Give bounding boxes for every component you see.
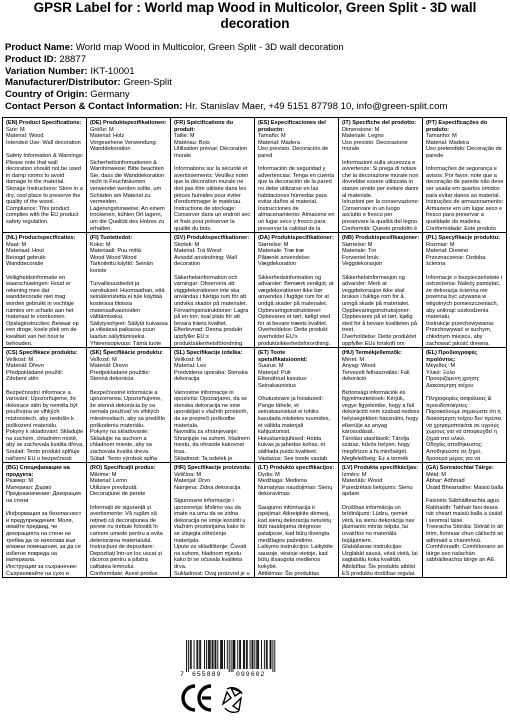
spec-cell-header: (PL) Specyfikacje produktu: bbox=[426, 235, 500, 241]
product-info-row bbox=[5, 66, 505, 78]
spec-cell-line: Úsáid Bheartaithe: Maisiú balla bbox=[426, 484, 504, 491]
barcode-bar bbox=[250, 640, 251, 669]
spec-cell-spacer bbox=[6, 146, 84, 153]
spec-cell-line: Izmērs: M bbox=[342, 471, 367, 478]
spec-cell-line: Información de seguridad y advertencias: Tenga en cuenta que la decoración de la pared no debe utilizarse en las habitaciones húmedas para evitar daños al material. bbox=[258, 166, 335, 206]
spec-cell-line: Glabāšanas instrukcijas: Uzglabāt sausā, vēsā vietā, lai saglabātu koka kvalitāti. bbox=[342, 544, 418, 564]
label-title: GPSR Label for : World map Wood in Multicolor, Green Split - 3D wall decoration bbox=[33, 0, 477, 31]
spec-cell-line: Påtænkt anvendelse: Vægdekoration bbox=[258, 254, 311, 268]
spec-cell-line: Informacje o bezpieczeństwie i ostrzeżenia: Należy pamiętać, że dekoracja ścienna nie powinna być używana w wilgotnych pomieszczeniach, aby uniknąć uszkodzenia materiału. bbox=[426, 274, 503, 321]
barcode-bar bbox=[264, 640, 265, 669]
spec-cell-line: Conformidade: Este produto bbox=[426, 225, 496, 232]
spec-cell-spacer bbox=[258, 498, 336, 505]
barcode-bar bbox=[220, 640, 221, 669]
spec-grid bbox=[3, 118, 507, 578]
spec-cell-line: Uso pretendido: Decoração de parede bbox=[426, 146, 502, 159]
spec-cell-line: Numatytas naudojimas: Sienų dekoravimas bbox=[258, 484, 333, 498]
spec-cell-line: Efterlevnad: Denna produkt uppfyller EU:s produktsäkerhetsförordning. bbox=[174, 327, 244, 347]
spec-cell-line: Navodila za shranjevanje: Shranjujte na suhem, hladnem mestu, da ohranite kakovost lesa. bbox=[174, 429, 250, 455]
spec-cell-header: (ET) Toote spetsifikatsioonid: bbox=[258, 350, 308, 363]
spec-cell-line: Material: Madeira bbox=[426, 139, 470, 146]
spec-cell bbox=[170, 117, 255, 233]
barcode-bars bbox=[178, 640, 282, 672]
barcode-bar bbox=[204, 640, 205, 669]
barcode-bar bbox=[188, 640, 189, 672]
spec-cell-line: Safety Information & Warnings: Please note that wall decoration should not be used in damp rooms to avoid damage to the material. bbox=[6, 152, 84, 186]
spec-cell-line: Ettenähtud kasutus: Seinakaunistus bbox=[258, 376, 308, 389]
spec-cell-line: Opslaginstructies: Bewaar op een droge, koele plek om de kwaliteit van het hout te behouden. bbox=[6, 320, 79, 347]
product-info-row bbox=[5, 77, 505, 89]
spec-cell bbox=[254, 347, 339, 463]
spec-cell-header: (CS) Specifikace produktu: bbox=[6, 350, 78, 356]
spec-cell-header: (SL) Specifikacije izdelka: bbox=[174, 350, 243, 356]
barcode-bar bbox=[186, 640, 187, 672]
spec-cell-header: (NL) Productspecificaties: bbox=[6, 235, 76, 241]
product-info-value: Germany bbox=[90, 89, 130, 101]
spec-cell-line: Instrukcje przechowywania: Przechowywać w suchym, chłodnym miejscu, aby zachować jakość drewna. bbox=[426, 320, 495, 347]
product-info-label: Country of Origin: bbox=[5, 89, 88, 101]
spec-cell-spacer bbox=[426, 491, 504, 498]
spec-cell-line: Materjal: Puit bbox=[258, 369, 291, 376]
spec-cell-line: Hoiustamisjuhised: Hoida kuivas ja jahedas kohas, et säilitada puidu kvaliteet. bbox=[258, 435, 326, 455]
barcode-bar bbox=[224, 640, 225, 669]
spec-cell-line: Οδηγίες αποθήκευσης: Αποθηκεύστε σε ξηρό, δροσερό μέρος για να bbox=[426, 442, 483, 462]
spec-cell-line: Velikost: M bbox=[174, 356, 202, 363]
barcode-bar bbox=[215, 640, 216, 669]
spec-cell bbox=[2, 462, 87, 578]
spec-cell-line: Rozmiar: M bbox=[426, 241, 455, 248]
spec-cell-spacer bbox=[174, 268, 252, 275]
spec-cell-line: Veličina: M bbox=[174, 471, 202, 478]
product-info-label: Variation Number: bbox=[5, 65, 88, 77]
spec-cell-line: Megfelelőség: Ez a termék bbox=[342, 455, 409, 462]
barcode-bar bbox=[266, 640, 267, 669]
spec-cell-line: Материал: Дърво bbox=[6, 484, 52, 491]
spec-cell-line: Skladnost: Ta izdelek je bbox=[174, 455, 233, 462]
spec-cell-line: Vastavus: See toode vastab bbox=[258, 455, 328, 462]
spec-cell bbox=[170, 347, 255, 463]
barcode-bar bbox=[244, 640, 245, 669]
spec-cell-line: Υλικό: Ξύλο bbox=[426, 369, 456, 376]
barcode-bar bbox=[197, 640, 198, 669]
spec-cell-line: Istruzioni per la conservazione: Conservare in un luogo asciutto e fresco per preservare la qualità del legno. bbox=[342, 199, 420, 225]
spec-cell-line: Varnostne informacije in opozorila: Opozarjamo, da se stenska dekoracija ne sme uporabljati v vlažnih prostorih, da se prepreči poškodbe materiala. bbox=[174, 389, 248, 429]
spec-cell-header: (SK) Špecifikácie produktu: bbox=[90, 350, 164, 356]
spec-cell-line: Overholdelse: Dette produktet oppfyller EUs forskrift om bbox=[342, 333, 417, 347]
spec-cell-line: Matériau: Bois bbox=[174, 139, 210, 146]
spec-cell-line: Materiál: Dřevo bbox=[6, 363, 44, 370]
spec-cell-line: Compliance: This product complies with the EU product safety regulation. bbox=[6, 205, 79, 225]
spec-cell-line: Overholdelse: Dette produkt overholder EU's produktsikkerhedsforordning. bbox=[258, 327, 331, 347]
spec-cell-line: Tamanho: M bbox=[426, 133, 457, 140]
spec-cell-spacer bbox=[174, 491, 252, 498]
spec-cell-header: (EN) Product Specifications: bbox=[6, 120, 82, 126]
spec-cell-line: Predvidena uporaba: Stenska dekoracija bbox=[174, 369, 248, 383]
spec-cell-line: Größe: M bbox=[90, 126, 114, 133]
spec-cell bbox=[338, 462, 423, 578]
spec-cell-line: Yhteensopivuus: Tämä tuote bbox=[90, 340, 162, 347]
barcode-bar bbox=[247, 640, 248, 669]
spec-cell-line: Säkerhetsinformation och varningar: Observera att väggdekorationen inte ska användas i fuktiga rum för att undvika skador på materialet. bbox=[174, 274, 248, 307]
spec-cell-line: Faisnéis Sábháilteachta agus Rabhaidh: Tabhair faoi deara nár cheart maisiú balla a úsáid i seomraí taise. bbox=[426, 497, 502, 524]
spec-cell-spacer bbox=[6, 505, 84, 512]
spec-cell-line: Sikkerhedsinformation og advarsler: Bemærk venligst, at vægdekorationen ikke bør anvendes i fugtige rum for at undgå skader på materialet. bbox=[258, 274, 334, 307]
spec-cell-line: Treoracha Stórála: Stóráil in áit tirim, fionnuar chun cáilíocht an adhmaid a chaomhnú. bbox=[426, 524, 504, 544]
spec-cell-line: Atbilstība: Šis produkts atbilst ES produktu drošības regulai. bbox=[342, 563, 416, 577]
spec-cell-line: Materiał: Drewno bbox=[426, 248, 469, 255]
spec-cell-line: Størrelse: M bbox=[342, 241, 373, 248]
product-info-label: Manufacturer/Distributor: bbox=[5, 77, 121, 89]
spec-cell-line: Instrucțiuni de depozitare: Depozitați într-un loc uscat și răcoros pentru a păstra calitatea lemnului. bbox=[90, 544, 162, 570]
barcode-bar bbox=[256, 640, 257, 669]
barcode-bar bbox=[254, 640, 255, 669]
spec-cell-line: Bezpečnostní informace a varování: Upozorňujeme, že dekorace stěn by neměla být používána ve vlhkých místnostech, aby nedošlo k poškození materiálu. bbox=[6, 389, 78, 429]
spec-cell-line: Material: Lemn bbox=[90, 478, 127, 485]
spec-cell-line: Méid: M bbox=[426, 471, 446, 478]
barcode-bar bbox=[215, 640, 216, 669]
spec-cell-line: Informații de siguranță și avertismente: Vă rugăm să rețineți că decorațiunea de perete nu trebuie folosită în camere umede pentru a evita deteriorarea materialului. bbox=[90, 504, 163, 544]
spec-cell-line: Sicherheitsinformationen & Warnhinweise: Bitte beachten Sie, dass die Wanddekoration nicht in Feuchträumen verwendet werden sollte, um Schäden am Material zu vermeiden. bbox=[90, 159, 165, 206]
spec-cell-line: Size: M bbox=[6, 126, 25, 133]
spec-cell-line: Soulad: Tento produkt splňuje nařízení EU o bezpečnosti bbox=[6, 448, 80, 462]
spec-cell-line: Koko: M bbox=[90, 241, 111, 248]
spec-cell-spacer bbox=[90, 153, 168, 160]
barcode-bar bbox=[196, 640, 197, 669]
spec-cell-line: Conformitate: Acest produs bbox=[90, 570, 158, 577]
spec-cell-line: Utilizare prevăzută: Decorațiune de perete bbox=[90, 484, 146, 498]
barcode-bar bbox=[191, 640, 192, 669]
barcode-digits-right: 099602 bbox=[236, 671, 266, 678]
spec-cell-line: Materiaali: Puu mittä bbox=[90, 248, 141, 255]
spec-cell-line: Säilytysohjeet: Säilytä kuivassa ja viileässä paikassa puun laadun säilyttämiseksi. bbox=[90, 320, 168, 340]
spec-cell-line: Atitikimas: Šis produktas bbox=[258, 570, 319, 577]
barcode-bar bbox=[210, 640, 211, 669]
spec-cell-line: Předpokládané použití: Zdobení stěn bbox=[6, 369, 64, 383]
spec-cell-line: Mărime: M bbox=[90, 471, 117, 478]
spec-cell bbox=[422, 462, 507, 578]
spec-cell-line: Namjena: Zidna dekoracija bbox=[174, 484, 241, 491]
product-info-row bbox=[5, 101, 505, 113]
spec-cell-header: (SV) Produktspecifikationer: bbox=[174, 235, 250, 241]
spec-cell bbox=[422, 347, 507, 463]
recycle-icon bbox=[217, 682, 247, 716]
barcode-bar bbox=[212, 640, 213, 669]
barcode-bar bbox=[261, 640, 262, 669]
barcode-bar bbox=[209, 640, 210, 669]
spec-cell-header: (LV) Produkta specifikācijas: bbox=[342, 465, 419, 471]
spec-cell-line: Material: Holz bbox=[90, 133, 125, 140]
product-info-row bbox=[5, 42, 505, 54]
spec-cell-header: (PT) Especificações do produto: bbox=[426, 120, 488, 133]
spec-cell-line: Bezpečnostné informácie a upozornenia: Upozorňujeme, že stenná dekorácia by sa nemala používať vo vlhkých miestnostiach, aby sa predišlo poškodeniu materiálu. bbox=[90, 389, 165, 429]
spec-cell-header: (IT) Specifiche del prodotto: bbox=[342, 120, 417, 126]
spec-cell bbox=[338, 117, 423, 233]
spec-cell-spacer bbox=[6, 383, 84, 390]
spec-cell-spacer bbox=[6, 268, 84, 275]
spec-cell-spacer bbox=[258, 268, 336, 275]
spec-cell-line: Pokyny na skladovanie: Skladujte na suchom a chladnom mieste, aby sa zachovala kvalita dreva. bbox=[90, 429, 152, 455]
barcode-bar bbox=[208, 640, 209, 669]
barcode-bar bbox=[206, 640, 207, 669]
spec-cell-line: Uso previsto: Decorazione murale bbox=[342, 139, 408, 153]
spec-cell-line: Biztonsági információk és figyelmeztetések: Kérjük, vegye figyelembe, hogy a fali dekorációt nem szabad nedves helyiségekben használni, hogy elkerülje az anyag károsodását. bbox=[342, 389, 420, 436]
spec-cell-line: Utilisation prévue: Décoration murale bbox=[174, 146, 248, 159]
spec-cell bbox=[254, 117, 339, 233]
spec-cell-line: Tarkoitettu käyttö: Seinän koriste bbox=[90, 261, 153, 274]
product-info-value: Hr. Stanislav Maer, +49 5151 87798 10, info@green-split.com bbox=[185, 100, 448, 112]
spec-cell-line: Laikymo instrukcijos: Laikykite sausoje, vėsioje vietoje, kad būtų išsaugota medienos kokybė. bbox=[258, 544, 333, 570]
spec-cell-line: Sikkerhetsinformasjon og advarsler: Merk at veggdekorasjon ikke skal brukes i fuktige rom for å unngå skade på materialet. bbox=[342, 274, 410, 307]
barcode-bar bbox=[221, 640, 222, 669]
barcode-bar bbox=[222, 640, 223, 669]
product-info bbox=[5, 42, 505, 113]
product-info-value: IKT-10001 bbox=[90, 65, 135, 77]
spec-cell-line: Drošības informācija un brīdinājumi: Lūdzu, ņemiet vērā, ka sienu dekorācija nav jāizmanto mitrās telpās, lai izvairītos no materiāla bojājumiem. bbox=[342, 504, 415, 544]
spec-cell-spacer bbox=[342, 498, 420, 505]
spec-cell-line: Информация за безопасност и предупреждения: Моля, имайте предвид, че декорацията на стени не трябва да се използва във влажни помещения, за да се избегне повреда на материала. bbox=[6, 511, 82, 564]
spec-cell-line: Ohutusteave ja hoiatused: Pange tähele, et seinakaunistust ei tohiks kasutada niisketes ruumides, et vältida materjali kahjustumist. bbox=[258, 396, 331, 436]
spec-cell bbox=[2, 232, 87, 348]
barcode-bar bbox=[257, 640, 258, 669]
spec-cell-line: Informations sur la sécurité et avertissements: Veuillez noter que la décoration murale ne doit pas être utilisée dans les pièces humides pour éviter d'endommager le matériau. bbox=[174, 166, 249, 206]
spec-cell-line: Veľkosť: M bbox=[90, 356, 117, 363]
spec-cell bbox=[86, 232, 171, 348]
barcode-bar bbox=[229, 640, 230, 672]
barcode-bar bbox=[199, 640, 200, 669]
spec-cell-line: Størrelse: M bbox=[258, 241, 289, 248]
spec-cell bbox=[170, 232, 255, 348]
ce-mark-icon bbox=[180, 683, 214, 713]
spec-cell bbox=[86, 117, 171, 233]
spec-cell-line: Predpokladané použitie: Stenná dekorácia bbox=[90, 369, 151, 383]
spec-cell-line: Предназначение: Декорация на стени bbox=[6, 491, 81, 504]
product-info-value: 28877 bbox=[59, 53, 87, 65]
spec-cell-spacer bbox=[342, 153, 420, 160]
barcode bbox=[178, 640, 282, 680]
product-info-row bbox=[5, 89, 505, 101]
barcode-bar bbox=[246, 640, 247, 669]
barcode-bar bbox=[194, 640, 195, 669]
barcode-digits-left: 655889 bbox=[192, 671, 222, 678]
spec-cell-line: Upute za skladištenje: Čuvati na suhom, hladnom mjestu kako bi se očuvala kvaliteta drva. bbox=[174, 544, 247, 570]
spec-cell-line: Comhlíonadh: Comhlíonann an táirge seo rialachán sábháilteachta táirge an AE. bbox=[426, 544, 504, 564]
spec-cell bbox=[254, 232, 339, 348]
spec-cell bbox=[254, 462, 339, 578]
spec-cell-line: Paredzētais lietojums: Sienu apdare bbox=[342, 484, 413, 498]
barcode-bar bbox=[272, 640, 273, 672]
spec-cell-line: Sukladnost: Ovaj proizvod je u bbox=[174, 570, 250, 577]
spec-cell-line: Πληροφορίες ασφάλειας & προειδοποιήσεις: Παρακαλούμε σημειώστε ότι η διακόσμηση τοίχου δεν πρέπει να χρησιμοποιείται σε υγρούς χώρους για να αποφευχθεί η ζημιά στο υλικό. bbox=[426, 396, 502, 442]
spec-cell-line: Materiál: Drevo bbox=[90, 363, 128, 370]
spec-cell-line: Materiale: Tre bbox=[342, 248, 377, 255]
barcode-bar bbox=[267, 640, 268, 669]
spec-cell-line: Informações de segurança e avisos: Por favor, note que a decoração de parede não deve ser usada em quartos úmidos para evitar danos ao material. bbox=[426, 166, 504, 199]
spec-cell-line: Pokyny k skladování: Skladujte na suchém, chladném místě, aby se zachovala kvalita dřeva. bbox=[6, 429, 84, 449]
spec-cell-spacer bbox=[258, 390, 336, 397]
spec-cell-line: Dimensione: M bbox=[342, 126, 380, 133]
spec-cell-line: Instruções de armazenamento: Armazene em um lugar seco e fresco para preservar a qualidade da madeira. bbox=[426, 199, 504, 225]
barcode-digit-first: 7 bbox=[180, 671, 184, 678]
spec-cell-line: Uso previsto: Decoración de pared bbox=[258, 146, 329, 159]
spec-cell-line: Materiāls: Wood bbox=[342, 478, 383, 485]
spec-cell-line: Materiale: Træ træ bbox=[258, 248, 305, 255]
spec-cell-line: Materiale: Legno bbox=[342, 133, 384, 140]
barcode-bar bbox=[234, 640, 235, 669]
spec-cell-spacer bbox=[342, 268, 420, 275]
barcode-bar bbox=[200, 640, 201, 669]
spec-cell-line: Sigurnosne informacije i upozorenja: Molimo vas da imate na umu da se zidna dekoracija ne smije koristiti u vlažnim prostorijama kako bi se izbjegla oštećenja materijala. bbox=[174, 497, 246, 544]
product-info-label: Contact Person & Contact Information: bbox=[5, 100, 183, 112]
spec-cell-line: Dydis: M bbox=[258, 471, 280, 478]
spec-cell-header: (NB) Produktspesifikasjoner: bbox=[342, 235, 420, 241]
spec-cell-header: (FI) Tuotetiedot: bbox=[90, 235, 133, 241]
spec-cell bbox=[2, 347, 87, 463]
spec-cell-spacer bbox=[90, 383, 168, 390]
spec-cell-line: Veiligheidsinformatie en waarschuwingen: Houd er rekening mee dat wanddecoratie niet mag worden gebruikt in vochtige ruimtes om schade aan het materiaal te voorkomen. bbox=[6, 274, 75, 321]
spec-cell-spacer bbox=[426, 268, 504, 275]
barcode-bar bbox=[271, 640, 272, 669]
spec-cell bbox=[86, 462, 171, 578]
spec-cell-header: (BG) Спецификации на продукта: bbox=[6, 465, 70, 478]
barcode-bar bbox=[234, 640, 235, 669]
barcode-bar bbox=[253, 640, 254, 669]
spec-cell-line: Wood Wood Wood bbox=[90, 254, 137, 261]
spec-cell-line: Saugumo informacija ir įspėjimai: Atkreipkite dėmesį, kad sienų dekoracija neturėtų būti naudojama drėgnose patalpose, kad būtų išvengta medžiagos pažeidimo. bbox=[258, 504, 332, 544]
product-info-value: Green-Split bbox=[123, 77, 172, 89]
spec-cell bbox=[338, 232, 423, 348]
spec-cell-line: Súlad: Tento výrobok spĺňa bbox=[90, 455, 158, 462]
spec-cell-line: Velikost: M bbox=[6, 356, 34, 363]
barcode-bar bbox=[274, 640, 275, 672]
spec-cell-header: (EL) Προδιαγραφές προϊόντος: bbox=[426, 350, 478, 363]
barcode-bar bbox=[233, 640, 234, 672]
spec-cell-line: Storlek: M bbox=[174, 241, 200, 248]
spec-cell-line: Tamaño: M bbox=[258, 133, 286, 140]
spec-cell-header: (DA) Produktspecifikationer: bbox=[258, 235, 334, 241]
spec-cell-line: Storage Instructions: Store in a dry, cool place to preserve the quality of the wood. bbox=[6, 185, 83, 206]
spec-cell-header: (RO) Specificații produs: bbox=[90, 465, 156, 471]
barcode-bar bbox=[227, 640, 228, 669]
spec-cell-line: Turvallisuustiedot ja varoitukset: Huomaathan, että seinäkoristetta ei tule käyttää kosteissa tiloissa materiaalivaurioiden välttämiseksi. bbox=[90, 281, 165, 321]
spec-cell-spacer bbox=[90, 275, 168, 282]
barcode-bar bbox=[243, 640, 244, 669]
product-info-label: Product Name: bbox=[5, 42, 74, 53]
spec-cell bbox=[338, 347, 423, 463]
spec-cell-line: Taille: M bbox=[174, 133, 195, 140]
spec-cell-line: Инструкции за съхранение: Съхранявайте на сухо и bbox=[6, 563, 78, 577]
spec-cell bbox=[86, 347, 171, 463]
spec-cell-header: (GA) Sonraíochtaí Táirge: bbox=[426, 465, 494, 471]
spec-cell-header: (FR) Spécifications du produit: bbox=[174, 120, 234, 133]
spec-cell-line: Beoogd gebruik: Wanddecoratie bbox=[6, 254, 47, 268]
spec-cell-line: Instrucciones de almacenamiento: Almacene en un lugar seco y fresco para preservar la calidad de la bbox=[258, 205, 335, 232]
spec-cell-spacer bbox=[342, 383, 420, 390]
barcode-bar bbox=[237, 640, 238, 669]
spec-cell-line: Material: Trä Wood bbox=[174, 248, 222, 255]
barcode-bar bbox=[270, 640, 271, 669]
spec-cell-spacer bbox=[258, 160, 336, 167]
spec-cell-line: Μέγεθος: M bbox=[426, 363, 456, 370]
spec-cell-line: Intended Use: Wall decoration bbox=[6, 139, 81, 146]
spec-cell-line: Προοριζόμενη χρήση: Διακόσμηση τοίχου bbox=[426, 376, 480, 389]
spec-cell-line: Maat: M bbox=[6, 241, 27, 248]
spec-cell bbox=[422, 117, 507, 233]
spec-cell-line: Material: Wood bbox=[6, 133, 44, 140]
spec-cell-header: (DE) Produktspezifikationen: bbox=[90, 120, 167, 126]
spec-cell-header: (HR) Specifikacije proizvoda: bbox=[174, 465, 252, 471]
spec-cell bbox=[422, 232, 507, 348]
product-info-value: World map Wood in Multicolor, Green Split - 3D wall decoration bbox=[75, 42, 344, 53]
spec-cell-line: Avsedd användning: Wall decoration bbox=[174, 254, 237, 268]
barcode-bar bbox=[217, 640, 218, 669]
spec-cell-line: Instructions de stockage: Conserver dans un endroit sec et frais pour préserver la qualité du bois. bbox=[174, 205, 251, 232]
spec-cell-line: Forventet bruk: Veggdekorasjon bbox=[342, 254, 383, 268]
barcode-bar bbox=[213, 640, 214, 669]
spec-cell-line: Material: Les bbox=[174, 363, 207, 370]
spec-cell-line: Размер: M bbox=[6, 478, 33, 485]
spec-cell-spacer bbox=[174, 383, 252, 390]
spec-cell-header: (LT) Produkto specifikacijos: bbox=[258, 465, 335, 471]
spec-cell-line: Vorgesehene Verwendung: Wanddekoration bbox=[90, 139, 158, 153]
spec-cell-line: Materiaal: Hout bbox=[6, 248, 44, 255]
product-info-label: Product ID: bbox=[5, 53, 57, 65]
barcode-bar bbox=[240, 640, 241, 669]
barcode-bar bbox=[239, 640, 240, 669]
spec-cell-line: Opbevaringsinstruktioner: Opbevares et tørt, køligt sted for at bevare træets kvalitet. bbox=[258, 307, 331, 327]
barcode-bar bbox=[190, 640, 191, 669]
spec-cell-line: Medžiaga: Mediena bbox=[258, 478, 307, 485]
spec-cell bbox=[2, 117, 87, 233]
footer-marks bbox=[0, 640, 510, 720]
spec-cell bbox=[170, 462, 255, 578]
spec-cell-line: Suurus: M bbox=[258, 363, 284, 370]
spec-cell-line: Förvaringsinstruktioner: Lagra på en torr, sval plats för att bevara träets kvalitet. bbox=[174, 307, 249, 327]
spec-cell-header: (ES) Especificaciones del producto: bbox=[258, 120, 326, 133]
spec-cell-line: Conformità: Questo prodotto è bbox=[342, 225, 418, 232]
spec-cell-line: Ábhar: Adhmad bbox=[426, 478, 465, 485]
spec-cell-line: Tervezett felhasználás: Fali dekoráció bbox=[342, 369, 410, 383]
barcode-bar bbox=[258, 640, 259, 669]
spec-cell-spacer bbox=[426, 160, 504, 167]
spec-cell-line: Anyag: Wood bbox=[342, 363, 376, 370]
spec-cell-spacer bbox=[90, 498, 168, 505]
spec-cell-line: Lagerungshinweise: An einem trockenen, kühlen Ort lagern, um die Qualität des Holzes zu erhalten. bbox=[90, 205, 165, 232]
spec-cell-header: (HU) Termékjellemzők: bbox=[342, 350, 402, 356]
spec-cell-line: Materijal: Drvo bbox=[174, 478, 211, 485]
spec-cell-spacer bbox=[174, 160, 252, 167]
spec-cell-line: Informazioni sulla sicurezza e avvertenze: Si prega di notare che la decorazione murale non dovrebbe essere utilizzata in stanze umide per evitare danni al materiale. bbox=[342, 159, 419, 199]
spec-cell-line: Material: Madera bbox=[258, 139, 300, 146]
spec-cell-line: Tárolási utasítások: Tárolja száraz, hűvös helyen, hogy megőrizze a fa minőségét. bbox=[342, 435, 410, 455]
spec-cell-line: Méret: M bbox=[342, 356, 365, 363]
barcode-bar bbox=[252, 640, 253, 669]
barcode-bar bbox=[231, 640, 232, 672]
spec-cell-line: Oppbevaringsinstruksjoner: Oppbevares på et tørt, kjølig sted for å bevare kvaliteten på treet. bbox=[342, 307, 417, 334]
product-info-row bbox=[5, 54, 505, 66]
spec-cell-line: Przeznaczenie: Ozdoba ścienna bbox=[426, 254, 486, 268]
